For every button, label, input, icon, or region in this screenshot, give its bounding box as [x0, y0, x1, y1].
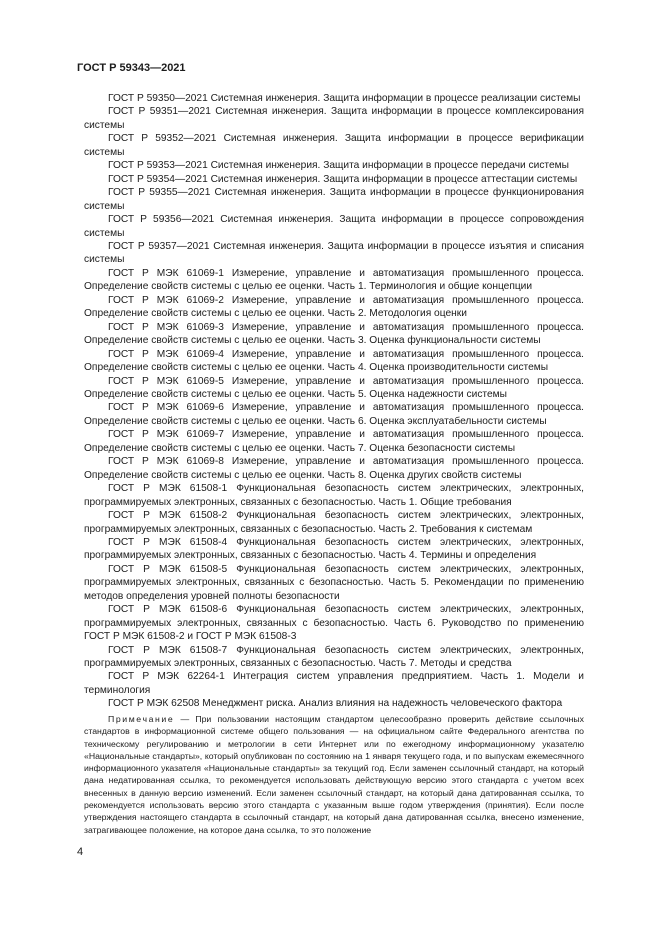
- reference-item: ГОСТ Р 59357—2021 Системная инженерия. Защита информации в процессе изъятия и списания системы: [84, 240, 584, 266]
- note-label: Примечание: [108, 714, 175, 724]
- reference-item: ГОСТ Р 59353—2021 Системная инженерия. Защита информации в процессе передачи системы: [108, 160, 569, 172]
- note-text: — При пользовании настоящим стандартом целесообразно проверить действие ссылочных стандартов в информационной системе общего пользования — на официальном сайте Федерального агентства по техническому регулированию и метрологии в сети Интернет или по ежегодному информационному указателю «Национальные стандарты», который опубликован по состоянию на 1 января текущего года, и по выпускам ежемесячного информационного указателя «Национальные стандарты» за текущий год. Если заменен ссылочный стандарт, на который дана недатированная ссылка, то рекомендуется использовать действующую версию этого стандарта с учетом всех внесенных в данную версию изменений. Если заменен ссылочный стандарт, на который дана датированная ссылка, то рекомендуется использовать версию этого стандарта с указанным выше годом утверждения (принятия). Если после утверждения настоящего стандарта в ссылочный стандарт, на который дана датированная ссылка, внесено изменение, затрагивающее положение, на которое дана ссылка, то это положение: [84, 714, 584, 835]
- page-number: 4: [77, 846, 84, 858]
- reference-item: ГОСТ Р 59351—2021 Системная инженерия. Защита информации в процессе комплексирования системы: [84, 106, 584, 131]
- reference-item: ГОСТ Р 59354—2021 Системная инженерия. Защита информации в процессе аттестации системы: [108, 173, 578, 185]
- reference-item: ГОСТ Р МЭК 61508-7 Функциональная безопасность систем электрических, электронных, программируемых электронных, связанных с безопасностью. Часть 7. Методы и средства: [84, 644, 584, 670]
- reference-item: ГОСТ Р МЭК 61069-3 Измерение, управление и автоматизация промышленного процесса. Определение свойств системы с целью ее оценки. Часть 3. Оценка функциональности системы: [84, 321, 584, 347]
- reference-item: ГОСТ Р МЭК 62508 Менеджмент риска. Анализ влияния на надежность человеческого фактора: [108, 698, 563, 710]
- reference-item: ГОСТ Р МЭК 61069-2 Измерение, управление и автоматизация промышленного процесса. Определение свойств системы с целью ее оценки. Часть 2. Методология оценки: [84, 294, 584, 320]
- reference-item: ГОСТ Р 59350—2021 Системная инженерия. Защита информации в процессе реализации системы: [108, 93, 581, 104]
- normative-references-list: [84, 92, 584, 711]
- reference-item: ГОСТ Р МЭК 62264-1 Интеграция систем управления предприятием. Часть 1. Модели и терминология: [84, 671, 584, 696]
- reference-item: ГОСТ Р МЭК 61508-6 Функциональная безопасность систем электрических, электронных, программируемых электронных, связанных с безопасностью. Часть 6. Руководство по применению ГОСТ Р МЭК 61508-2 и ГОСТ Р МЭК 61508-3: [84, 604, 584, 643]
- reference-item: ГОСТ Р МЭК 61508-1 Функциональная безопасность систем электрических, электронных, программируемых электронных, связанных с безопасностью. Часть 1. Общие требования: [84, 483, 584, 508]
- document-code-header: ГОСТ Р 59343—2021: [77, 62, 186, 74]
- reference-item: ГОСТ Р 59356—2021 Системная инженерия. Защита информации в процессе сопровождения системы: [84, 214, 584, 239]
- reference-item: ГОСТ Р МЭК 61508-2 Функциональная безопасность систем электрических, электронных, программируемых электронных, связанных с безопасностью. Часть 2. Требования к системам: [84, 510, 584, 535]
- reference-item: ГОСТ Р МЭК 61069-5 Измерение, управление и автоматизация промышленного процесса. Определение свойств системы с целью ее оценки. Часть 5. Оценка надежности системы: [84, 375, 584, 400]
- reference-item: ГОСТ Р МЭК 61508-4 Функциональная безопасность систем электрических, электронных, программируемых электронных, связанных с безопасностью. Часть 4. Термины и определения: [84, 536, 584, 562]
- reference-item: ГОСТ Р МЭК 61069-7 Измерение, управление и автоматизация промышленного процесса. Определение свойств системы с целью ее оценки. Часть 7. Оценка безопасности системы: [84, 429, 584, 454]
- reference-item: ГОСТ Р 59352—2021 Системная инженерия. Защита информации в процессе верификации системы: [84, 133, 584, 158]
- reference-item: ГОСТ Р 59355—2021 Системная инженерия. Защита информации в процессе функционирования системы: [84, 187, 584, 212]
- reference-item: ГОСТ Р МЭК 61508-5 Функциональная безопасность систем электрических, электронных, программируемых электронных, связанных с безопасностью. Часть 5. Рекомендации по применению методов определения уровней полноты безопасности: [84, 563, 584, 602]
- reference-item: ГОСТ Р МЭК 61069-4 Измерение, управление и автоматизация промышленного процесса. Определение свойств системы с целью ее оценки. Часть 4. Оценка производительности системы: [84, 348, 584, 374]
- note-paragraph: [84, 713, 584, 836]
- reference-item: ГОСТ Р МЭК 61069-6 Измерение, управление и автоматизация промышленного процесса. Определение свойств системы с целью ее оценки. Часть 6. Оценка эксплуатабельности системы: [84, 402, 584, 427]
- reference-item: ГОСТ Р МЭК 61069-8 Измерение, управление и автоматизация промышленного процесса. Определение свойств системы с целью ее оценки. Часть 8. Оценка других свойств системы: [84, 456, 584, 481]
- reference-item: ГОСТ Р МЭК 61069-1 Измерение, управление и автоматизация промышленного процесса. Определение свойств системы с целью ее оценки. Часть 1. Терминология и общие концепции: [84, 267, 584, 293]
